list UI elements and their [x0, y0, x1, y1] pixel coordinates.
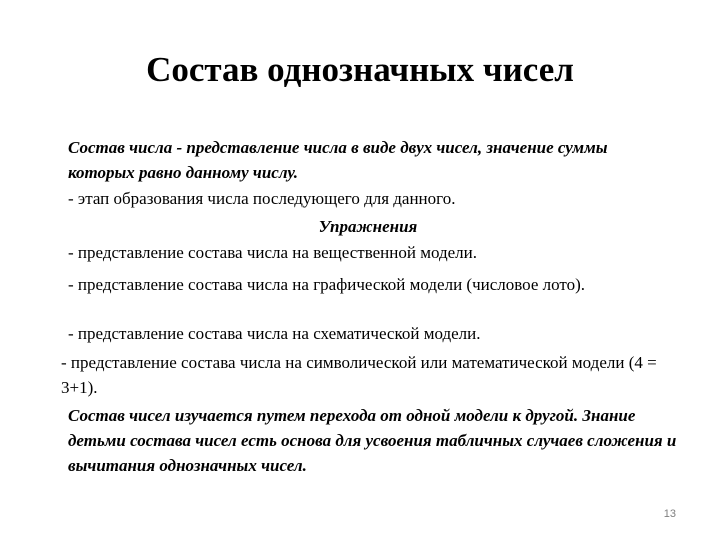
exercise-item-schematic-model: - представление состава числа на схематической модели.: [68, 324, 481, 343]
exercise-item-graphic-model: - представление состава числа на графической модели (числовое лото).: [68, 275, 586, 294]
conclusion-paragraph: Состав чисел изучается путем перехода от одной модели к другой. Знание детьми состава чисел есть основа для усвоения табличных случаев сложения и вычитания однозначных чисел.: [68, 406, 677, 475]
stage-paragraph: - этап образования числа последующего для данного.: [68, 189, 456, 208]
slide-title: Состав однозначных чисел: [146, 50, 574, 89]
definition-paragraph: Состав числа - представление числа в виде двух чисел, значение суммы которых равно данному числу.: [68, 138, 608, 182]
exercise-item-real-model: - представление состава числа на вещественной модели.: [68, 243, 478, 262]
exercise-item-symbolic-model: - представление состава числа на символической или математической модели (4 = 3+1).: [61, 353, 657, 397]
exercises-heading: Упражнения: [318, 217, 418, 236]
page-number: 13: [663, 508, 676, 520]
